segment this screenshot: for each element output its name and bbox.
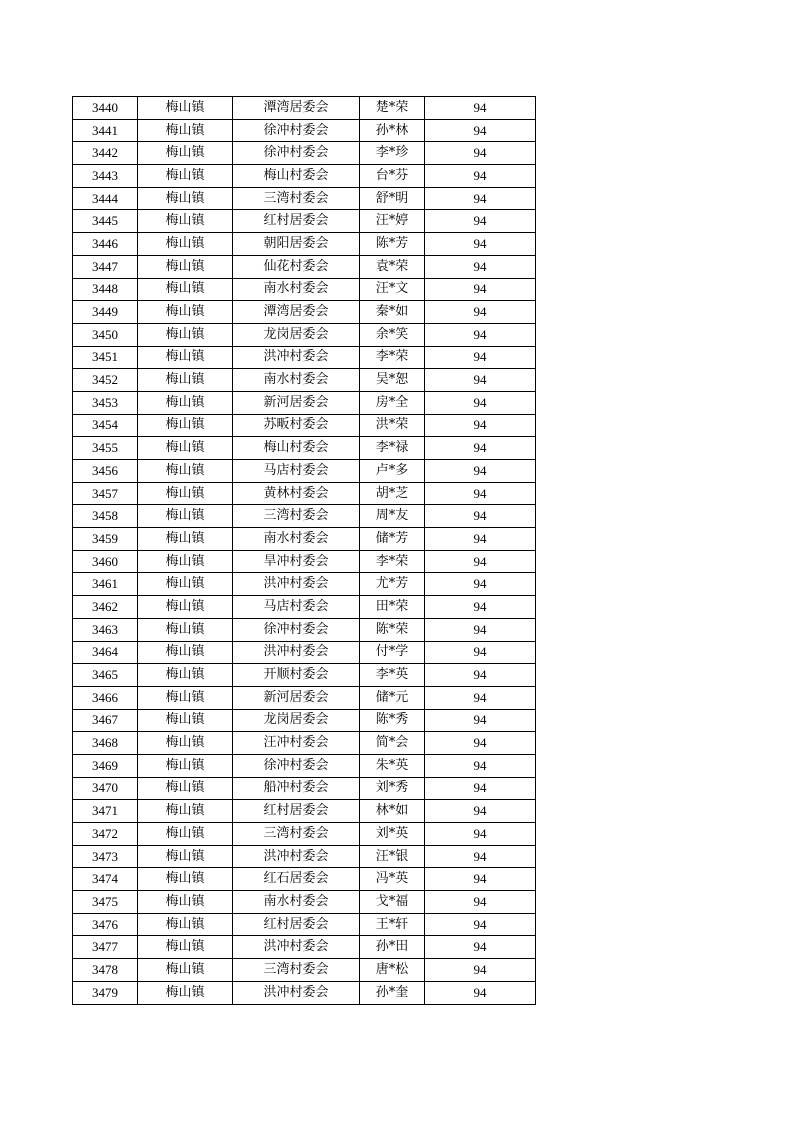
- serial-number-cell: 3468: [73, 732, 138, 755]
- name-cell: 陈*荣: [360, 618, 425, 641]
- name-cell: 李*珍: [360, 142, 425, 165]
- town-cell: 梅山镇: [138, 732, 233, 755]
- town-cell: 梅山镇: [138, 641, 233, 664]
- name-cell: 胡*芝: [360, 482, 425, 505]
- committee-cell: 潭湾居委会: [233, 301, 360, 324]
- committee-cell: 南水村委会: [233, 891, 360, 914]
- serial-number-cell: 3459: [73, 528, 138, 551]
- serial-number-cell: 3467: [73, 709, 138, 732]
- serial-number-cell: 3451: [73, 346, 138, 369]
- table-row: [73, 550, 536, 573]
- town-cell: 梅山镇: [138, 301, 233, 324]
- serial-number-cell: 3463: [73, 618, 138, 641]
- score-cell: 94: [425, 823, 536, 846]
- table-row: [73, 505, 536, 528]
- serial-number-cell: 3441: [73, 119, 138, 142]
- serial-number-cell: 3455: [73, 437, 138, 460]
- table-row: [73, 868, 536, 891]
- table-row: [73, 346, 536, 369]
- committee-cell: 梅山村委会: [233, 437, 360, 460]
- table-row: [73, 391, 536, 414]
- town-cell: 梅山镇: [138, 369, 233, 392]
- score-cell: 94: [425, 913, 536, 936]
- town-cell: 梅山镇: [138, 165, 233, 188]
- town-cell: 梅山镇: [138, 959, 233, 982]
- town-cell: 梅山镇: [138, 505, 233, 528]
- score-cell: 94: [425, 97, 536, 120]
- score-cell: 94: [425, 460, 536, 483]
- serial-number-cell: 3462: [73, 596, 138, 619]
- score-cell: 94: [425, 323, 536, 346]
- table-row: [73, 460, 536, 483]
- town-cell: 梅山镇: [138, 823, 233, 846]
- table-row: [73, 618, 536, 641]
- score-cell: 94: [425, 709, 536, 732]
- committee-cell: 汪冲村委会: [233, 732, 360, 755]
- town-cell: 梅山镇: [138, 97, 233, 120]
- serial-number-cell: 3446: [73, 233, 138, 256]
- name-cell: 孙*林: [360, 119, 425, 142]
- table-row: [73, 913, 536, 936]
- score-cell: 94: [425, 596, 536, 619]
- score-cell: 94: [425, 346, 536, 369]
- data-table: [72, 96, 536, 1005]
- serial-number-cell: 3475: [73, 891, 138, 914]
- name-cell: 周*友: [360, 505, 425, 528]
- score-cell: 94: [425, 301, 536, 324]
- table-row: [73, 528, 536, 551]
- table-row: [73, 119, 536, 142]
- name-cell: 陈*芳: [360, 233, 425, 256]
- town-cell: 梅山镇: [138, 800, 233, 823]
- town-cell: 梅山镇: [138, 414, 233, 437]
- committee-cell: 洪冲村委会: [233, 845, 360, 868]
- town-cell: 梅山镇: [138, 142, 233, 165]
- name-cell: 刘*秀: [360, 777, 425, 800]
- table-row: [73, 210, 536, 233]
- table-row: [73, 573, 536, 596]
- town-cell: 梅山镇: [138, 278, 233, 301]
- table-row: [73, 754, 536, 777]
- name-cell: 付*学: [360, 641, 425, 664]
- table-row: [73, 142, 536, 165]
- serial-number-cell: 3460: [73, 550, 138, 573]
- name-cell: 李*荣: [360, 550, 425, 573]
- committee-cell: 红石居委会: [233, 868, 360, 891]
- committee-cell: 洪冲村委会: [233, 573, 360, 596]
- score-cell: 94: [425, 278, 536, 301]
- committee-cell: 梅山村委会: [233, 165, 360, 188]
- committee-cell: 三湾村委会: [233, 959, 360, 982]
- serial-number-cell: 3466: [73, 686, 138, 709]
- committee-cell: 红村居委会: [233, 800, 360, 823]
- committee-cell: 龙岗居委会: [233, 323, 360, 346]
- name-cell: 洪*荣: [360, 414, 425, 437]
- serial-number-cell: 3465: [73, 664, 138, 687]
- town-cell: 梅山镇: [138, 754, 233, 777]
- score-cell: 94: [425, 664, 536, 687]
- score-cell: 94: [425, 255, 536, 278]
- name-cell: 刘*英: [360, 823, 425, 846]
- committee-cell: 仙花村委会: [233, 255, 360, 278]
- table-row: [73, 187, 536, 210]
- town-cell: 梅山镇: [138, 777, 233, 800]
- table-row: [73, 641, 536, 664]
- table-row: [73, 777, 536, 800]
- town-cell: 梅山镇: [138, 686, 233, 709]
- name-cell: 李*荣: [360, 346, 425, 369]
- name-cell: 卢*多: [360, 460, 425, 483]
- committee-cell: 新河居委会: [233, 686, 360, 709]
- serial-number-cell: 3473: [73, 845, 138, 868]
- town-cell: 梅山镇: [138, 187, 233, 210]
- name-cell: 孙*奎: [360, 981, 425, 1004]
- committee-cell: 潭湾居委会: [233, 97, 360, 120]
- serial-number-cell: 3452: [73, 369, 138, 392]
- score-cell: 94: [425, 505, 536, 528]
- table-row: [73, 800, 536, 823]
- committee-cell: 洪冲村委会: [233, 346, 360, 369]
- committee-cell: 徐冲村委会: [233, 119, 360, 142]
- committee-cell: 龙岗居委会: [233, 709, 360, 732]
- committee-cell: 洪冲村委会: [233, 641, 360, 664]
- score-cell: 94: [425, 550, 536, 573]
- table-row: [73, 323, 536, 346]
- town-cell: 梅山镇: [138, 391, 233, 414]
- committee-cell: 洪冲村委会: [233, 981, 360, 1004]
- score-cell: 94: [425, 187, 536, 210]
- town-cell: 梅山镇: [138, 573, 233, 596]
- serial-number-cell: 3447: [73, 255, 138, 278]
- table-row: [73, 369, 536, 392]
- name-cell: 储*元: [360, 686, 425, 709]
- table-row: [73, 596, 536, 619]
- table-row: [73, 97, 536, 120]
- score-cell: 94: [425, 800, 536, 823]
- score-cell: 94: [425, 573, 536, 596]
- name-cell: 汪*文: [360, 278, 425, 301]
- table-row: [73, 482, 536, 505]
- serial-number-cell: 3456: [73, 460, 138, 483]
- town-cell: 梅山镇: [138, 346, 233, 369]
- score-cell: 94: [425, 777, 536, 800]
- table-row: [73, 891, 536, 914]
- score-cell: 94: [425, 210, 536, 233]
- score-cell: 94: [425, 391, 536, 414]
- serial-number-cell: 3449: [73, 301, 138, 324]
- serial-number-cell: 3469: [73, 754, 138, 777]
- serial-number-cell: 3442: [73, 142, 138, 165]
- table-row: [73, 686, 536, 709]
- score-cell: 94: [425, 686, 536, 709]
- table-row: [73, 936, 536, 959]
- table-row: [73, 732, 536, 755]
- committee-cell: 苏畈村委会: [233, 414, 360, 437]
- name-cell: 房*全: [360, 391, 425, 414]
- score-cell: 94: [425, 981, 536, 1004]
- serial-number-cell: 3479: [73, 981, 138, 1004]
- town-cell: 梅山镇: [138, 618, 233, 641]
- name-cell: 台*芬: [360, 165, 425, 188]
- committee-cell: 新河居委会: [233, 391, 360, 414]
- name-cell: 唐*松: [360, 959, 425, 982]
- table-body: [73, 97, 536, 1005]
- committee-cell: 南水村委会: [233, 528, 360, 551]
- serial-number-cell: 3471: [73, 800, 138, 823]
- score-cell: 94: [425, 528, 536, 551]
- score-cell: 94: [425, 959, 536, 982]
- table-row: [73, 278, 536, 301]
- town-cell: 梅山镇: [138, 845, 233, 868]
- committee-cell: 三湾村委会: [233, 187, 360, 210]
- serial-number-cell: 3474: [73, 868, 138, 891]
- name-cell: 田*荣: [360, 596, 425, 619]
- committee-cell: 红村居委会: [233, 913, 360, 936]
- serial-number-cell: 3445: [73, 210, 138, 233]
- town-cell: 梅山镇: [138, 596, 233, 619]
- name-cell: 冯*英: [360, 868, 425, 891]
- serial-number-cell: 3464: [73, 641, 138, 664]
- serial-number-cell: 3440: [73, 97, 138, 120]
- score-cell: 94: [425, 437, 536, 460]
- town-cell: 梅山镇: [138, 528, 233, 551]
- serial-number-cell: 3478: [73, 959, 138, 982]
- serial-number-cell: 3457: [73, 482, 138, 505]
- committee-cell: 徐冲村委会: [233, 142, 360, 165]
- committee-cell: 三湾村委会: [233, 505, 360, 528]
- town-cell: 梅山镇: [138, 437, 233, 460]
- score-cell: 94: [425, 618, 536, 641]
- name-cell: 朱*英: [360, 754, 425, 777]
- name-cell: 楚*荣: [360, 97, 425, 120]
- table-row: [73, 959, 536, 982]
- score-cell: 94: [425, 936, 536, 959]
- score-cell: 94: [425, 891, 536, 914]
- name-cell: 汪*银: [360, 845, 425, 868]
- score-cell: 94: [425, 732, 536, 755]
- committee-cell: 南水村委会: [233, 369, 360, 392]
- name-cell: 秦*如: [360, 301, 425, 324]
- score-cell: 94: [425, 641, 536, 664]
- score-cell: 94: [425, 868, 536, 891]
- name-cell: 孙*田: [360, 936, 425, 959]
- serial-number-cell: 3461: [73, 573, 138, 596]
- score-cell: 94: [425, 119, 536, 142]
- committee-cell: 徐冲村委会: [233, 618, 360, 641]
- name-cell: 李*英: [360, 664, 425, 687]
- town-cell: 梅山镇: [138, 255, 233, 278]
- committee-cell: 洪冲村委会: [233, 936, 360, 959]
- committee-cell: 三湾村委会: [233, 823, 360, 846]
- name-cell: 舒*明: [360, 187, 425, 210]
- committee-cell: 开顺村委会: [233, 664, 360, 687]
- town-cell: 梅山镇: [138, 323, 233, 346]
- table-row: [73, 255, 536, 278]
- name-cell: 林*如: [360, 800, 425, 823]
- name-cell: 戈*福: [360, 891, 425, 914]
- table-row: [73, 437, 536, 460]
- town-cell: 梅山镇: [138, 891, 233, 914]
- town-cell: 梅山镇: [138, 210, 233, 233]
- committee-cell: 旱冲村委会: [233, 550, 360, 573]
- table-row: [73, 165, 536, 188]
- name-cell: 储*芳: [360, 528, 425, 551]
- serial-number-cell: 3458: [73, 505, 138, 528]
- town-cell: 梅山镇: [138, 868, 233, 891]
- town-cell: 梅山镇: [138, 119, 233, 142]
- name-cell: 汪*婷: [360, 210, 425, 233]
- table-row: [73, 233, 536, 256]
- town-cell: 梅山镇: [138, 936, 233, 959]
- table-row: [73, 301, 536, 324]
- serial-number-cell: 3443: [73, 165, 138, 188]
- town-cell: 梅山镇: [138, 460, 233, 483]
- serial-number-cell: 3450: [73, 323, 138, 346]
- table-row: [73, 414, 536, 437]
- committee-cell: 红村居委会: [233, 210, 360, 233]
- name-cell: 李*禄: [360, 437, 425, 460]
- town-cell: 梅山镇: [138, 981, 233, 1004]
- committee-cell: 马店村委会: [233, 596, 360, 619]
- committee-cell: 南水村委会: [233, 278, 360, 301]
- table-row: [73, 981, 536, 1004]
- score-cell: 94: [425, 369, 536, 392]
- serial-number-cell: 3453: [73, 391, 138, 414]
- committee-cell: 马店村委会: [233, 460, 360, 483]
- name-cell: 余*笑: [360, 323, 425, 346]
- name-cell: 尤*芳: [360, 573, 425, 596]
- serial-number-cell: 3470: [73, 777, 138, 800]
- serial-number-cell: 3454: [73, 414, 138, 437]
- name-cell: 简*会: [360, 732, 425, 755]
- serial-number-cell: 3476: [73, 913, 138, 936]
- committee-cell: 船冲村委会: [233, 777, 360, 800]
- committee-cell: 徐冲村委会: [233, 754, 360, 777]
- score-cell: 94: [425, 754, 536, 777]
- score-cell: 94: [425, 233, 536, 256]
- name-cell: 王*轩: [360, 913, 425, 936]
- town-cell: 梅山镇: [138, 913, 233, 936]
- name-cell: 袁*荣: [360, 255, 425, 278]
- score-cell: 94: [425, 845, 536, 868]
- score-cell: 94: [425, 482, 536, 505]
- town-cell: 梅山镇: [138, 233, 233, 256]
- score-cell: 94: [425, 165, 536, 188]
- committee-cell: 朝阳居委会: [233, 233, 360, 256]
- table-row: [73, 664, 536, 687]
- town-cell: 梅山镇: [138, 482, 233, 505]
- town-cell: 梅山镇: [138, 550, 233, 573]
- table-row: [73, 823, 536, 846]
- name-cell: 陈*秀: [360, 709, 425, 732]
- name-cell: 吴*恕: [360, 369, 425, 392]
- serial-number-cell: 3472: [73, 823, 138, 846]
- table-row: [73, 845, 536, 868]
- committee-cell: 黄林村委会: [233, 482, 360, 505]
- score-cell: 94: [425, 414, 536, 437]
- score-cell: 94: [425, 142, 536, 165]
- table-row: [73, 709, 536, 732]
- town-cell: 梅山镇: [138, 709, 233, 732]
- town-cell: 梅山镇: [138, 664, 233, 687]
- serial-number-cell: 3444: [73, 187, 138, 210]
- serial-number-cell: 3448: [73, 278, 138, 301]
- serial-number-cell: 3477: [73, 936, 138, 959]
